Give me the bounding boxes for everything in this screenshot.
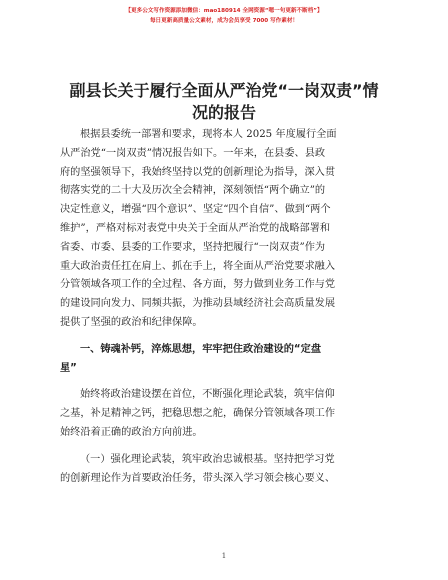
text-line: 维护”，严格对标对表党中央关于全面从严治党的战略部署和 xyxy=(60,222,331,234)
text-line: 省委、市委、县委的工作要求，坚持把履行“一岗双责”作为 xyxy=(60,241,326,253)
heading-line: 一、铸魂补钙，淬炼思想，牢牢把住政治建设的“定盘 xyxy=(80,343,322,355)
document-title xyxy=(40,80,408,124)
text-line: 之基，补足精神之钙，把稳思想之舵，确保分管领域各项工作 xyxy=(60,408,336,420)
page-number: 1 xyxy=(221,552,227,560)
section-heading-1 xyxy=(60,341,390,379)
text-line: 的创新理论作为首要政治任务，带头深入学习领会核心要义、 xyxy=(60,472,336,484)
text-line: 重大政治责任扛在肩上、抓在手上，将全面从严治党要求融入 xyxy=(60,260,336,272)
banner-line: 【更多公文写作资源添加微信：mao180914 全网资源“嗯一句更新不断档”】 xyxy=(125,8,323,14)
text-line: 从严治党“一岗双责”情况报告如下。一年来，在县委、县政 xyxy=(60,147,326,159)
paragraph-subsection-1 xyxy=(60,451,390,489)
banner-line: 每日更新高质量公文素材，成为会员享受 7000 写作素材！ xyxy=(149,18,299,24)
text-line: 根据县委统一部署和要求，现将本人 2025 年度履行全面 xyxy=(80,129,337,140)
text-line: 府的坚强领导下，我始终坚持以党的创新理论为指导，深入贯 xyxy=(60,166,336,178)
text-line: 分管领域各项工作的全过程、各方面，努力做到业务工作与党 xyxy=(60,279,336,291)
text-line: 决定性意义，增强“四个意识”、坚定“四个自信”、做到“两个 xyxy=(60,204,331,216)
text-line: 的建设同向发力、同频共振，为推动县域经济社会高质量发展 xyxy=(60,298,336,310)
paragraph-intro xyxy=(60,126,390,333)
text-line: 始终沿着正确的政治方向前进。 xyxy=(60,426,203,438)
paragraph-section-1 xyxy=(60,386,390,442)
title-line: 况的报告 xyxy=(191,103,256,122)
title-line: 副县长关于履行全面从严治党“一岗双责”情 xyxy=(69,81,379,100)
text-line: 提供了坚强的政治和纪律保障。 xyxy=(60,316,203,328)
text-line: （一）强化理论武装，筑牢政治忠诚根基。坚持把学习党 xyxy=(80,453,335,465)
promo-banner xyxy=(0,6,448,26)
document-body xyxy=(60,126,390,488)
text-line: 始终将政治建设摆在首位，不断强化理论武装，筑牢信仰 xyxy=(80,389,335,401)
heading-line: 星” xyxy=(60,362,77,374)
text-line: 彻落实党的二十大及历次全会精神，深刻领悟“两个确立”的 xyxy=(60,185,326,197)
